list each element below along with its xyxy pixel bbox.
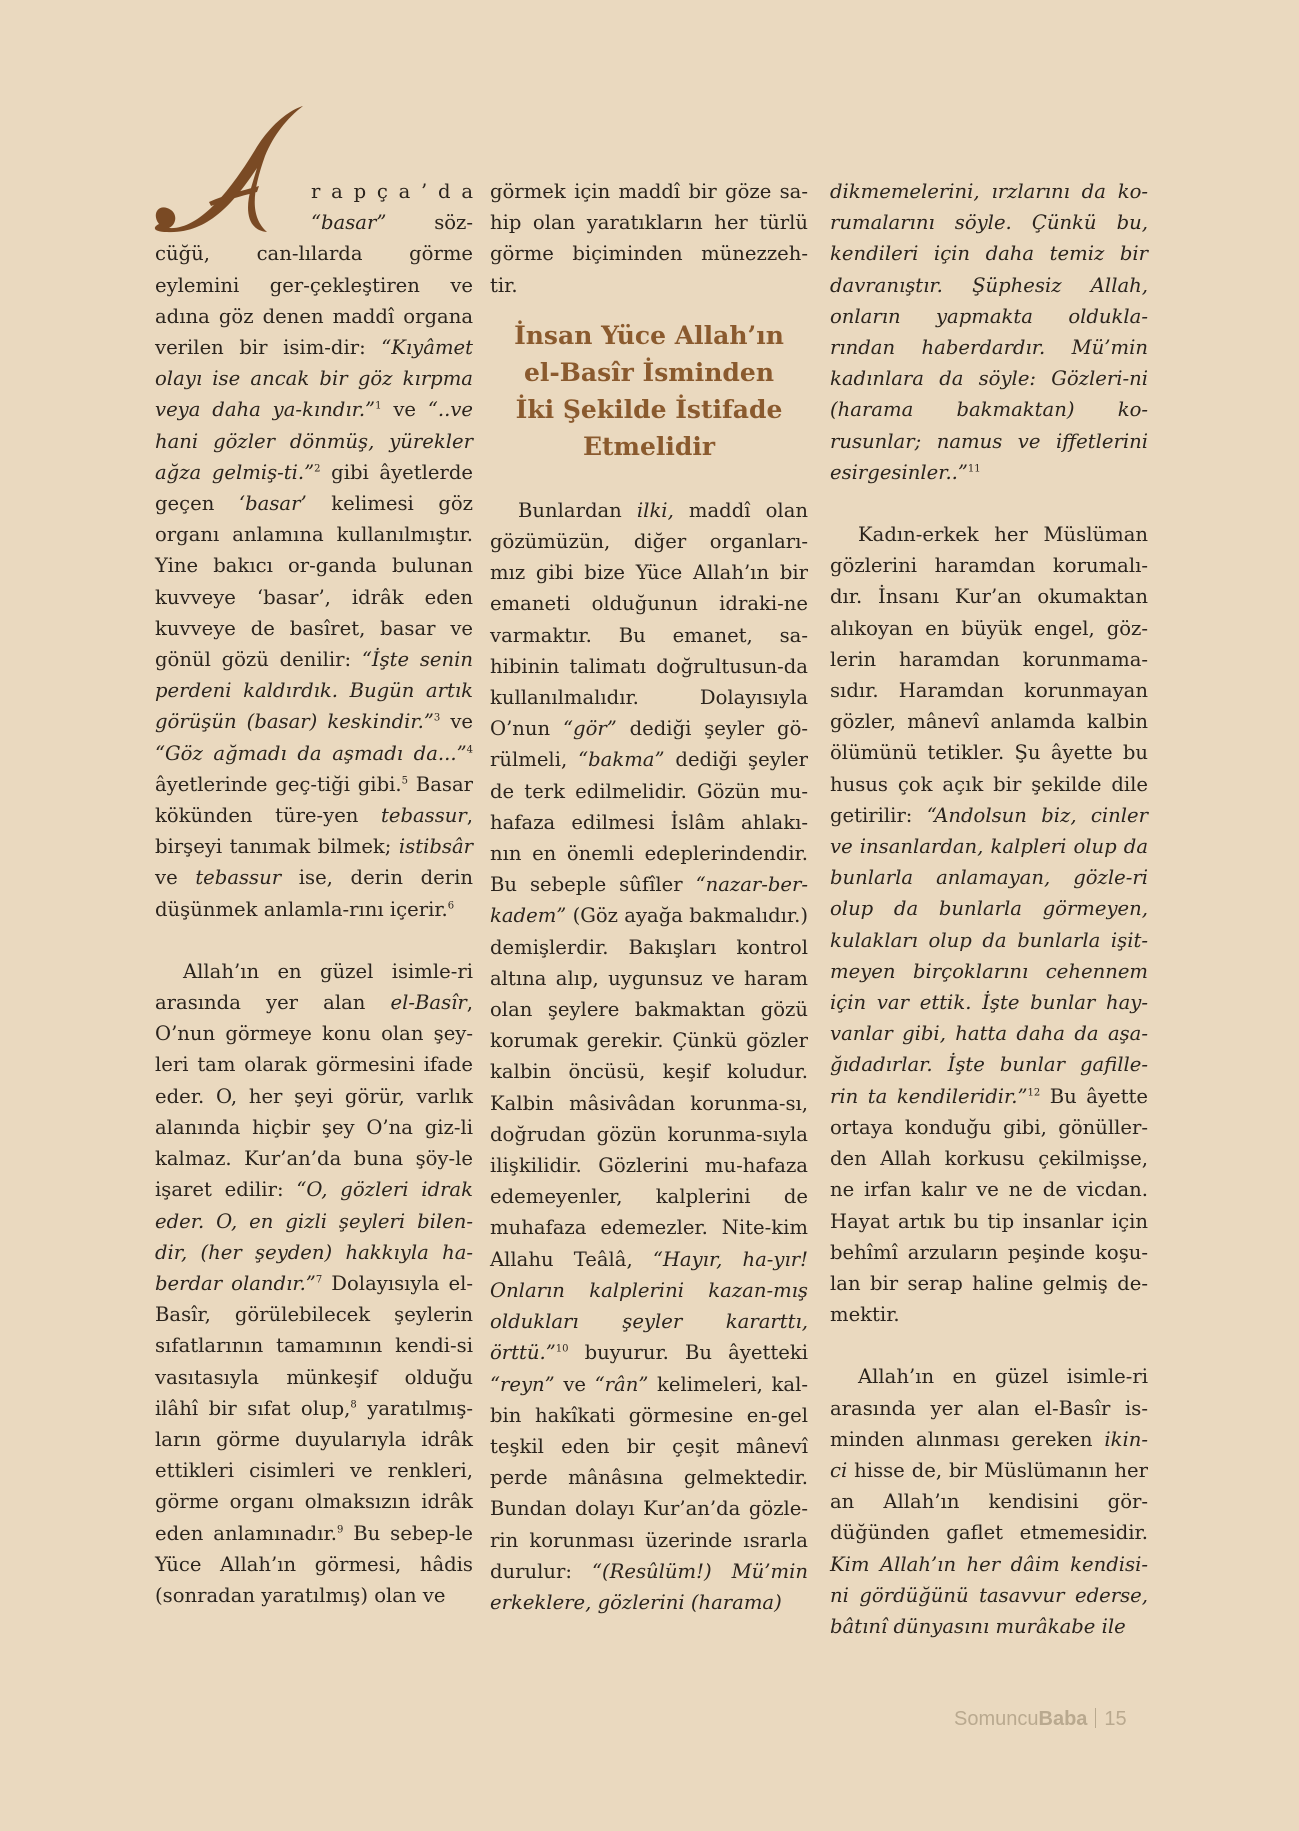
page-footer — [954, 1708, 1154, 1738]
column-3 — [830, 176, 1148, 1642]
drop-cap-a — [147, 106, 305, 224]
paragraph-first-benefit: Bunlardan ilki, maddî olan gözümüzün, diğer organları-mız gibi bize Yüce Allah’ın bir emaneti olduğunun idraki-ne varmaktır. Bu emanet, sa-hibinin talimatı doğrultusun-da kullanılmalıdır. Dolayısıyla O’nun “gör” dediği şeyler gö-rülmeli, “bakma” dediği şeyler de terk edilmelidir. Gözün mu-hafaza edilmesi İslâm ahlakı-nın en önemli edeplerindendir. Bu sebeple sûfîler “nazar-ber-kadem” (Göz ayağa bakmalıdır.) demişlerdir. Bakışları kontrol altına alıp, uygunsuz ve haram olan şeylere bakmaktan gözü korumak gerekir. Çünkü gözler kalbin öncüsü, keşif koludur. Kalbin mâsivâdan korunma-sı, doğrudan gözün korunma-sıyla ilişkilidir. Gözlerini mu-hafaza edemeyenler, kalplerini de muhafaza edemezler. Nite-kim Allahu Teâlâ, “Hayır, ha-yır! Onların kalplerini kazan-mış oldukları şeyler kararttı, örttü.”$^{10}$ buyurur. Bu âyetteki “reyn” ve “rân” kelimeleri, kal-bin hakîkati görmesine en-gel teşkil eden bir çeşit mânevî perde mânâsına gelmektedir. Bundan dolayı Kur’an’da gözle-rin korunması üzerinde ısrarla durulur: “(Resûlüm!) Mü’min erkeklere, gözlerini (harama) — [490, 498, 808, 1614]
footer-divider — [1095, 1708, 1096, 1728]
paragraph-continued: görmek için maddî bir göze sa-hip olan yaratıkların her türlü görme biçiminden münezzeh-tir. — [490, 180, 808, 297]
column-1 — [155, 176, 473, 1611]
brand-logo: SomuncuBaba — [954, 1708, 1088, 1730]
column-2 — [490, 176, 808, 1618]
page-number: 15 — [1104, 1708, 1127, 1730]
paragraph-second-benefit: Allah’ın en güzel isimle-ri arasında yer alan el-Basîr is-minden alınması gereken ikin-ci hisse de, bir Müslümanın her an Allah’ın kendisini gör-düğünden gaflet etmemesidir. Kim Allah’ın her dâim kendisi-ni gördüğünü tasavvur ederse, bâtınî dünyasını murâkabe ile — [830, 1365, 1148, 1638]
section-heading: İnsan Yüce Allah’ın el-Basîr İsminden İki Şekilde İstifade Etmelidir — [514, 320, 784, 461]
paragraph-quote-continued: dikmemelerini, ırzlarını da ko-rumalarını söyle. Çünkü bu, kendileri için daha temiz bir davranıştır. Şüphesiz Allah, onların yapmakta oldukla-rından haberdardır. Mü’min kadınlara da söyle: Gözleri-ni (harama bakmaktan) ko-rusunlar; namus ve iffetlerini esirgesinler..”$^{11}$ — [830, 180, 1148, 484]
paragraph-protect-eyes: Kadın-erkek her Müslüman gözlerini haramdan korumalı-dır. İnsanı Kur’an okumaktan alıkoyan en büyük engel, göz-lerin haramdan korunmama-sıdır. Haramdan korunmayan gözler, mânevî anlamda kalbin ölümünü tetikler. Şu âyette bu husus çok açık bir şekilde dile getirilir: “Andolsun biz, cinler ve insanlardan, kalpleri olup da bunlarla anlamayan, gözle-ri olup da bunlarla görmeyen, kulakları olup da bunlarla işit-meyen birçoklarını cehennem için var ettik. İşte bunlar hay-vanlar gibi, hatta daha da aşa-ğıdadırlar. İşte bunlar gafille-rin ta kendileridir.”$^{12}$ Bu âyette ortaya konduğu gibi, gönüller-den Allah korkusu çekilmişse, ne irfan kalır ve ne de vicdan. Hayat artık bu tip insanlar için behîmî arzuların peşinde koşu-lan bir serap haline gelmiş de-mektir. — [830, 523, 1148, 1327]
paragraph-intro: r a p ç a ’ d a “basar” söz-cüğü, can-lılarda görme eylemini ger-çekleştiren ve adına göz denen maddî organa verilen bir isim-dir: “Kıyâmet olayı ise ancak bir göz kırpma veya daha ya-kındır.”$^1$ ve “..ve hani gözler dönmüş, yürekler ağza gelmiş-ti.”$^2$ gibi âyetlerde geçen ‘basar’ kelimesi göz organı anlamına kullanılmıştır. Yine bakıcı or-ganda bulunan kuvveye ‘basar’, idrâk eden kuvveye de basîret, basar ve gönül gözü denilir: “İşte senin perdeni kaldırdık. Bugün artık görüşün (basar) keskindir.”$^3$ ve “Göz ağmadı da aşmadı da...”$^4$ âyetlerinde geç-tiği gibi.$^5$ Basar kökünden türe-yen tebassur, birşeyi tanımak bilmek; istibsâr ve tebassur ise, derin derin düşünmek anlamla-rını içerir.$^6$ — [155, 180, 473, 921]
paragraph-el-basir: Allah’ın en güzel isimle-ri arasında yer alan el-Basîr, O’nun görmeye konu olan şey-leri tam olarak görmesini ifade eder. O, her şeyi görür, varlık alanında hiçbir şey O’na giz-li kalmaz. Kur’an’da buna şöy-le işaret edilir: “O, gözleri idrak eder. O, en gizli şeyleri bilen-dir, (her şeyden) hakkıyla ha-berdar olandır.”$^7$ Dolayısıyla el-Basîr, görülebilecek şeylerin sıfatlarının tamamının kendi-si vasıtasıyla münkeşif olduğu ilâhî bir sıfat olup,$^8$ yaratılmış-ların görme duyularıyla idrâk ettikleri cisimleri ve renkleri, görme organı olmaksızın idrâk eden anlamınadır.$^9$ Bu sebep-le Yüce Allah’ın görmesi, hâdis (sonradan yaratılmış) olan ve — [155, 959, 473, 1607]
